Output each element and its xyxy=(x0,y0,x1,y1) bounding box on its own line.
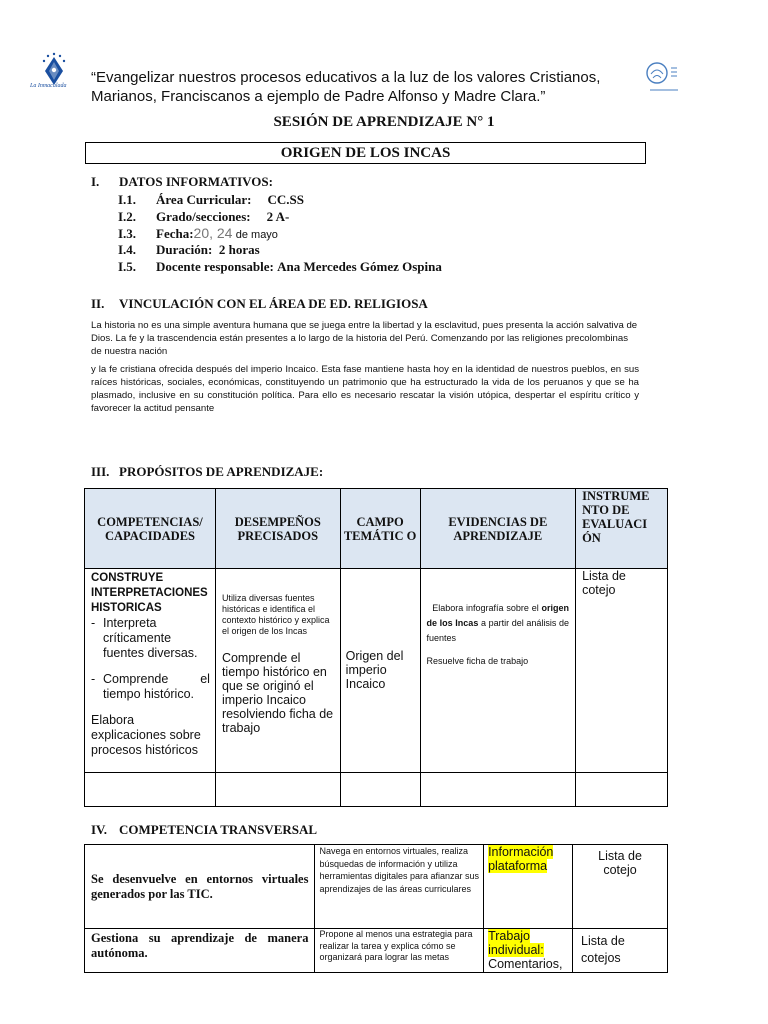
evidencia-1: Elabora infografía sobre el origen de los Incas a partir del análisis de fuentes xyxy=(426,603,570,643)
competencias-cell xyxy=(85,569,216,773)
table-row xyxy=(85,845,668,929)
religion-paragraph-1: La historia no es una simple aventura humana que se juega entre la libertad y la esclavitud, pues presenta la acción salvativa de Dios. La fe y la trascendencia están presentes a lo largo de la historia del Perú. Comenzando por las religiones precolombinas de nuestra nación xyxy=(91,320,638,357)
table-header-row xyxy=(85,489,668,569)
info-fecha: I.3. Fecha:20, 24 de mayo xyxy=(118,225,278,241)
desempenos-cell xyxy=(215,569,340,773)
transversal-instrumento-cell: Lista de cotejo xyxy=(573,845,668,929)
header-competencias: COMPETENCIAS/ CAPACIDADES xyxy=(85,489,216,569)
section-1-heading: I. DATOS INFORMATIVOS: xyxy=(91,174,273,189)
evidencias-cell xyxy=(420,569,576,773)
school-logo-caption: La Inmaculada xyxy=(30,83,67,89)
info-area-curricular: I.1. Área Curricular: CC.SS xyxy=(118,192,304,207)
section-4-heading: IV. COMPETENCIA TRANSVERSAL xyxy=(91,822,318,837)
topic-title: ORIGEN DE LOS INCAS xyxy=(85,142,646,164)
desempeno-1: Utiliza diversas fuentes históricas e identifica el contexto histórico y explica el origen de los Incas xyxy=(221,593,330,636)
competencia-title: CONSTRUYE INTERPRETACIONES HISTORICAS xyxy=(91,572,208,614)
table-row-empty xyxy=(85,773,668,807)
institutional-motto: “Evangelizar nuestros procesos educativos a la luz de los valores Cristianos, Marianos, Franciscanos a ejemplo de Padre Alfonso y Madre Clara.” xyxy=(91,69,601,105)
header-desempenos: DESEMPEÑOS PRECISADOS xyxy=(215,489,340,569)
religion-paragraph-2: y la fe cristiana ofrecida después del imperio Incaico. Esta fase mantiene hasta hoy en la identidad de nuestros pueblos, en sus raíces históricas, sociales, económicas, constituyendo un patrimonio que ha estructurado la vida de los peruanos y que se ha plasmado, inclusive en su constitución política. Para ello es necesario rescatar la visión utópica, despertar el espíritu crítico y favorecer la actitud pensante xyxy=(91,364,639,414)
section-3-heading: III. PROPÓSITOS DE APRENDIZAJE: xyxy=(91,464,324,479)
info-docente: I.5. Docente responsable: Ana Mercedes Gómez Ospina xyxy=(118,259,442,274)
section-2-heading: II. VINCULACIÓN CON EL ÁREA DE ED. RELIGIOSA xyxy=(91,296,428,311)
header-campo: CAMPO TEMÁTIC O xyxy=(340,489,420,569)
info-duracion: I.4. Duración: 2 horas xyxy=(118,242,260,257)
desempeno-2: Comprende el tiempo histórico en que se originó el imperio Incaico resolviendo ficha de trabajo xyxy=(221,651,334,735)
header-instrumento: INSTRUME NTO DE EVALUACI ÓN xyxy=(576,489,668,569)
organization-logo xyxy=(644,60,684,96)
school-crest-logo xyxy=(34,50,74,96)
evidencia-2: Resuelve ficha de trabajo xyxy=(426,656,529,666)
table-row xyxy=(85,929,668,973)
campo-tematico: Origen del imperio Incaico xyxy=(345,649,404,691)
transversal-evidencia-cell: Información plataforma xyxy=(484,845,573,929)
transversal-competencia-cell: Se desenvuelve en entornos virtuales generados por las TIC. xyxy=(85,845,315,929)
transversal-desempeno-cell: Propone al menos una estrategia para realizar la tarea y explica cómo se organizará para lograr las metas xyxy=(315,929,484,973)
instrumento-evaluacion: Lista de cotejo xyxy=(582,569,626,597)
capacidad-item: Elabora explicaciones sobre procesos históricos xyxy=(91,713,201,757)
transversal-evidencia-cell: Trabajo individual: Comentarios, xyxy=(484,929,573,973)
transversal-competencia-cell: Gestiona su aprendizaje de manera autónoma. xyxy=(85,929,315,973)
capacidad-item: - Interpreta críticamente fuentes diversas. xyxy=(91,616,198,660)
transversal-instrumento-cell: Lista de cotejos xyxy=(573,929,668,973)
header-evidencias: EVIDENCIAS DE APRENDIZAJE xyxy=(420,489,576,569)
transversal-desempeno-cell: Navega en entornos virtuales, realiza búsquedas de información y utiliza herramientas digitales para afianzar sus aprendizajes de las áreas curriculares xyxy=(315,845,484,929)
instrumento-cell xyxy=(576,569,668,773)
transversal-competency-table xyxy=(84,844,668,973)
capacidad-item: - Comprende el tiempo histórico. xyxy=(91,672,210,701)
campo-cell xyxy=(340,569,420,773)
table-row xyxy=(85,569,668,773)
info-grado: I.2. Grado/secciones: 2 A- xyxy=(118,209,290,224)
session-title: SESIÓN DE APRENDIZAJE N° 1 xyxy=(273,114,495,130)
learning-purposes-table xyxy=(84,488,668,807)
